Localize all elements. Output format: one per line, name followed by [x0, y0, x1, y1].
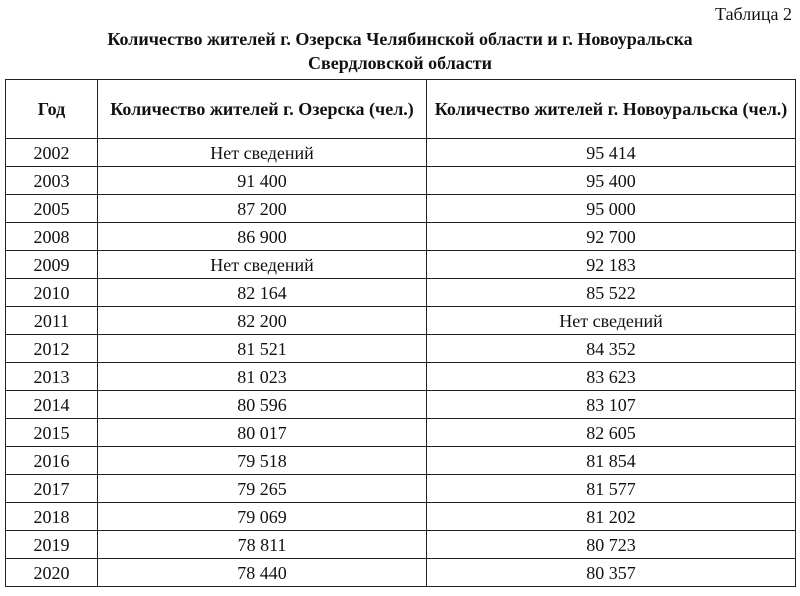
- table-header-row: [6, 80, 796, 139]
- cell-ozersk: 80 017: [98, 419, 427, 447]
- table-row: [6, 531, 796, 559]
- cell-year: 2012: [6, 335, 98, 363]
- cell-year: 2013: [6, 363, 98, 391]
- cell-ozersk: 79 069: [98, 503, 427, 531]
- table-row: [6, 195, 796, 223]
- cell-year: 2009: [6, 251, 98, 279]
- cell-novouralsk: 80 723: [427, 531, 796, 559]
- cell-novouralsk: 85 522: [427, 279, 796, 307]
- cell-ozersk: 78 811: [98, 531, 427, 559]
- cell-ozersk: 80 596: [98, 391, 427, 419]
- table-row: [6, 335, 796, 363]
- cell-novouralsk: 81 854: [427, 447, 796, 475]
- cell-year: 2011: [6, 307, 98, 335]
- cell-novouralsk: 80 357: [427, 559, 796, 587]
- table-row: [6, 391, 796, 419]
- cell-ozersk: 79 265: [98, 475, 427, 503]
- population-table: [5, 79, 796, 587]
- cell-novouralsk: 92 700: [427, 223, 796, 251]
- table-row: [6, 419, 796, 447]
- cell-novouralsk: 81 202: [427, 503, 796, 531]
- cell-year: 2014: [6, 391, 98, 419]
- table-row: [6, 447, 796, 475]
- table-row: [6, 475, 796, 503]
- cell-year: 2018: [6, 503, 98, 531]
- cell-ozersk: 86 900: [98, 223, 427, 251]
- cell-novouralsk: 95 400: [427, 167, 796, 195]
- cell-year: 2005: [6, 195, 98, 223]
- cell-ozersk: 78 440: [98, 559, 427, 587]
- table-caption: [0, 27, 800, 75]
- cell-year: 2015: [6, 419, 98, 447]
- table-caption-line-1: Количество жителей г. Озерска Челябинской области и г. Новоуральска: [107, 29, 693, 49]
- table-row: [6, 139, 796, 167]
- cell-ozersk: 87 200: [98, 195, 427, 223]
- cell-ozersk: Нет сведений: [98, 251, 427, 279]
- table-row: [6, 503, 796, 531]
- cell-novouralsk: Нет сведений: [427, 307, 796, 335]
- table-row: [6, 279, 796, 307]
- header-novouralsk: Количество жителей г. Новоуральска (чел.): [427, 80, 796, 139]
- cell-year: 2003: [6, 167, 98, 195]
- header-ozersk: Количество жителей г. Озерска (чел.): [98, 80, 427, 139]
- table-row: [6, 363, 796, 391]
- cell-novouralsk: 92 183: [427, 251, 796, 279]
- cell-novouralsk: 83 623: [427, 363, 796, 391]
- cell-year: 2020: [6, 559, 98, 587]
- table-row: [6, 251, 796, 279]
- cell-ozersk: Нет сведений: [98, 139, 427, 167]
- cell-novouralsk: 82 605: [427, 419, 796, 447]
- cell-ozersk: 79 518: [98, 447, 427, 475]
- table-number-label: Таблица 2: [715, 4, 792, 24]
- table-row: [6, 307, 796, 335]
- cell-year: 2002: [6, 139, 98, 167]
- table-row: [6, 167, 796, 195]
- cell-ozersk: 82 200: [98, 307, 427, 335]
- header-year: Год: [6, 80, 98, 139]
- cell-year: 2008: [6, 223, 98, 251]
- cell-year: 2019: [6, 531, 98, 559]
- table-caption-line-2: Свердловской области: [307, 53, 493, 73]
- table-row: [6, 223, 796, 251]
- cell-novouralsk: 81 577: [427, 475, 796, 503]
- cell-novouralsk: 95 414: [427, 139, 796, 167]
- cell-novouralsk: 95 000: [427, 195, 796, 223]
- table-body: [6, 139, 796, 587]
- cell-ozersk: 81 023: [98, 363, 427, 391]
- cell-year: 2017: [6, 475, 98, 503]
- cell-novouralsk: 83 107: [427, 391, 796, 419]
- cell-ozersk: 82 164: [98, 279, 427, 307]
- table-row: [6, 559, 796, 587]
- cell-novouralsk: 84 352: [427, 335, 796, 363]
- cell-year: 2010: [6, 279, 98, 307]
- cell-ozersk: 91 400: [98, 167, 427, 195]
- cell-year: 2016: [6, 447, 98, 475]
- cell-ozersk: 81 521: [98, 335, 427, 363]
